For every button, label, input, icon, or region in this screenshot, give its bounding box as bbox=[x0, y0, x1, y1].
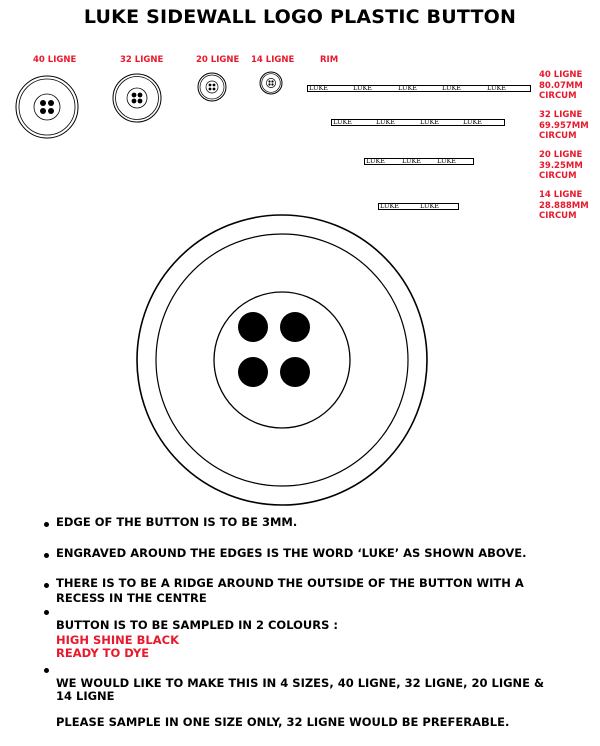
spec-unit: CIRCUM bbox=[539, 131, 577, 141]
spec-size: 20 LIGNE bbox=[539, 150, 583, 160]
bullet-icon bbox=[44, 583, 49, 588]
note-text: THERE IS TO BE A RIDGE AROUND THE OUTSIDE OF THE BUTTON WITH A bbox=[56, 576, 524, 590]
bullet-icon bbox=[44, 610, 49, 615]
note-text: ENGRAVED AROUND THE EDGES IS THE WORD ‘LUKE’ AS SHOWN ABOVE. bbox=[56, 546, 527, 560]
bullet-icon bbox=[44, 522, 49, 527]
spec-32-ligne bbox=[539, 110, 589, 142]
spec-measure: 69.957MM bbox=[539, 120, 589, 131]
spec-size: 14 LIGNE bbox=[539, 190, 583, 200]
note-text: RECESS IN THE CENTRE bbox=[56, 591, 207, 605]
label-14-ligne: 14 LIGNE bbox=[251, 55, 295, 65]
rim-strip-32-ligne bbox=[331, 119, 505, 126]
spec-measure: 80.07MM bbox=[539, 80, 583, 91]
rim-word: LUKE bbox=[353, 84, 373, 92]
rim-strip-14-ligne bbox=[378, 203, 459, 210]
spec-14-ligne bbox=[539, 190, 589, 222]
rim-word: LUKE bbox=[402, 157, 422, 165]
note-text: EDGE OF THE BUTTON IS TO BE 3MM. bbox=[56, 515, 298, 529]
rim-word: LUKE bbox=[420, 202, 440, 210]
rim-word: LUKE bbox=[437, 157, 457, 165]
large-button-drawing bbox=[134, 213, 430, 509]
rim-word: LUKE bbox=[463, 118, 483, 126]
label-32-ligne: 32 LIGNE bbox=[120, 55, 164, 65]
label-rim: RIM bbox=[320, 55, 339, 65]
label-20-ligne: 20 LIGNE bbox=[196, 55, 240, 65]
rim-word: LUKE bbox=[309, 84, 329, 92]
rim-word: LUKE bbox=[380, 202, 400, 210]
colour-option: READY TO DYE bbox=[56, 646, 150, 660]
rim-strip-20-ligne bbox=[364, 158, 474, 165]
spec-measure: 28.888MM bbox=[539, 200, 589, 211]
bullet-icon bbox=[44, 553, 49, 558]
spec-unit: CIRCUM bbox=[539, 91, 577, 101]
spec-40-ligne bbox=[539, 70, 583, 102]
spec-measure: 39.25MM bbox=[539, 160, 583, 171]
note-text: PLEASE SAMPLE IN ONE SIZE ONLY, 32 LIGNE WOULD BE PREFERABLE. bbox=[56, 715, 510, 729]
rim-word: LUKE bbox=[442, 84, 462, 92]
button-32-ligne-drawing bbox=[112, 73, 162, 123]
rim-word: LUKE bbox=[333, 118, 353, 126]
colour-option: HIGH SHINE BLACK bbox=[56, 633, 179, 647]
spec-size: 40 LIGNE bbox=[539, 70, 583, 80]
rim-word: LUKE bbox=[420, 118, 440, 126]
rim-word: LUKE bbox=[376, 118, 396, 126]
note-text: WE WOULD LIKE TO MAKE THIS IN 4 SIZES, 40 LIGNE, 32 LIGNE, 20 LIGNE & bbox=[56, 676, 545, 690]
spec-unit: CIRCUM bbox=[539, 171, 577, 181]
button-40-ligne-drawing bbox=[15, 75, 79, 139]
spec-unit: CIRCUM bbox=[539, 211, 577, 221]
spec-size: 32 LIGNE bbox=[539, 110, 583, 120]
button-14-ligne-drawing bbox=[259, 71, 283, 95]
note-text: 14 LIGNE bbox=[56, 689, 115, 703]
page-title: LUKE SIDEWALL LOGO PLASTIC BUTTON bbox=[83, 6, 517, 28]
note-text: BUTTON IS TO BE SAMPLED IN 2 COLOURS : bbox=[56, 618, 338, 632]
rim-strip-40-ligne bbox=[307, 85, 531, 92]
spec-20-ligne bbox=[539, 150, 583, 182]
rim-word: LUKE bbox=[487, 84, 507, 92]
label-40-ligne: 40 LIGNE bbox=[33, 55, 77, 65]
bullet-icon bbox=[44, 668, 49, 673]
rim-word: LUKE bbox=[398, 84, 418, 92]
rim-word: LUKE bbox=[366, 157, 386, 165]
button-20-ligne-drawing bbox=[197, 72, 227, 102]
